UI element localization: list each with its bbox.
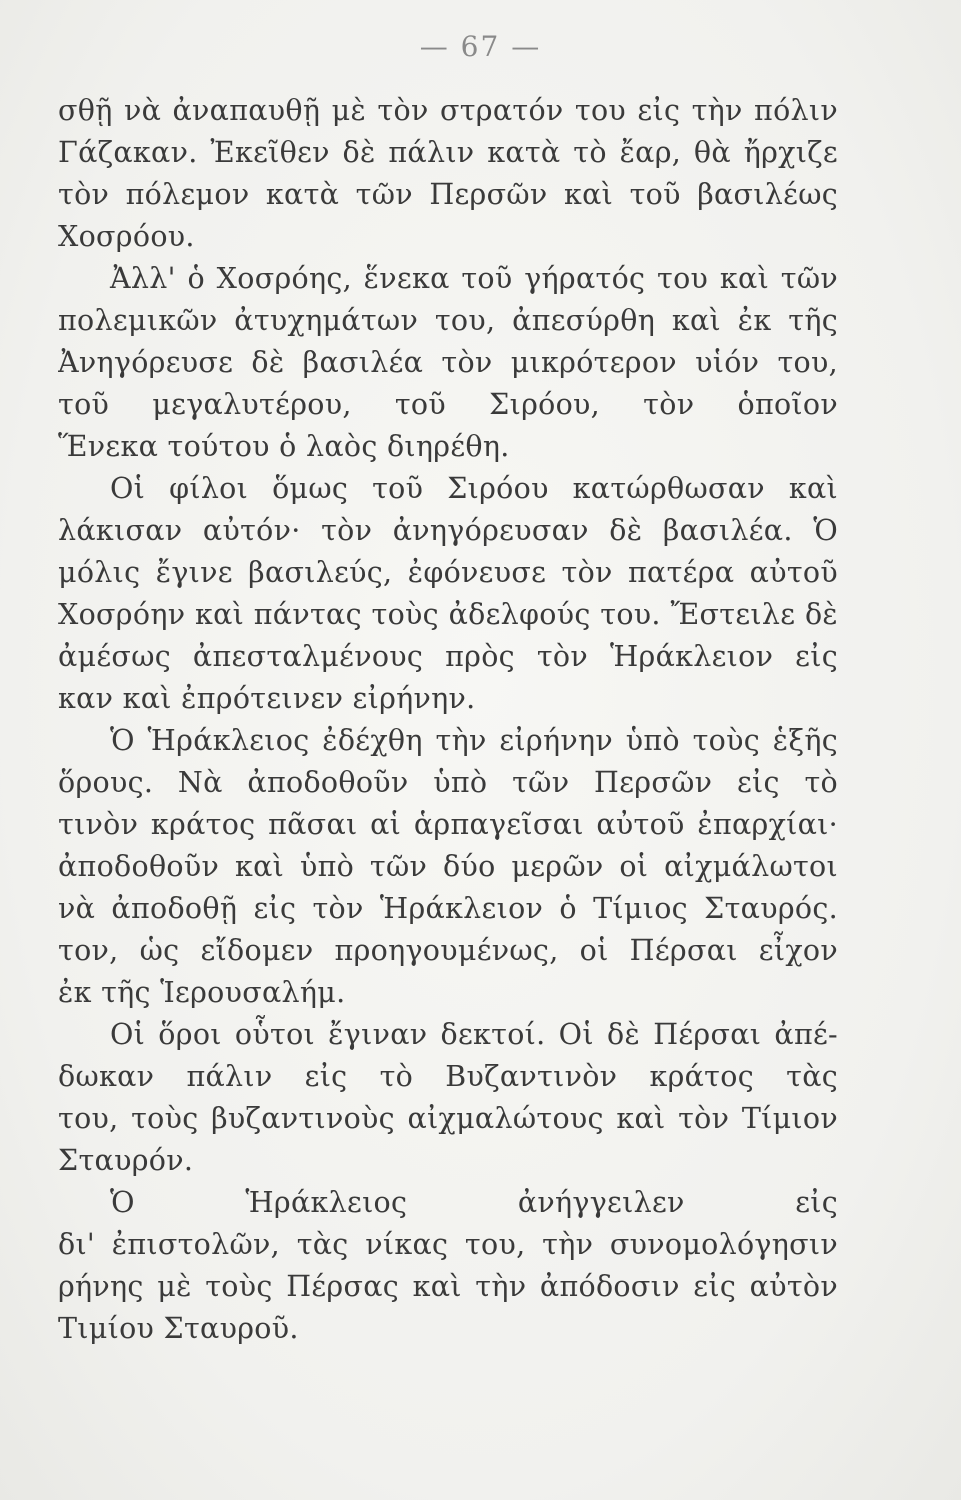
- text-line: τοῦ μεγαλυτέρου, τοῦ Σιρόου, τὸν ὁποῖον: [58, 388, 838, 421]
- text-line: Οἱ ὅροι οὗτοι ἔγιναν δεκτοί. Οἱ δὲ Πέρσαι ἀπέ-: [110, 1018, 838, 1051]
- text-line: πολεμικῶν ἀτυχημάτων του, ἀπεσύρθη καὶ ἐκ τῆς: [58, 304, 838, 337]
- text-line: καν καὶ ἐπρότεινεν εἰρήνην.: [58, 682, 476, 715]
- paragraph: [58, 1014, 838, 1182]
- text-line: Γάζακαν. Ἐκεῖθεν δὲ πάλιν κατὰ τὸ ἔαρ, θὰ ἤρχιζε: [58, 136, 838, 169]
- paragraph: [58, 90, 838, 258]
- text-line: Σταυρόν.: [58, 1144, 194, 1177]
- body-text: [58, 90, 838, 1350]
- paragraph: [58, 1182, 838, 1350]
- text-line: Τιμίου Σταυροῦ.: [58, 1312, 299, 1345]
- text-line: ἐκ τῆς Ἱερουσαλήμ.: [58, 976, 346, 1009]
- text-line: μόλις ἔγινε βασιλεύς, ἐφόνευσε τὸν πατέρα αὐτοῦ: [58, 556, 838, 589]
- text-line: Ὁ Ἡράκλειος ἐδέχθη τὴν εἰρήνην ὑπὸ τοὺς ἑξῆς: [110, 724, 838, 757]
- text-line: Ἀλλ' ὁ Χοσρόης, ἕνεκα τοῦ γήρατός του καὶ τῶν: [110, 262, 838, 295]
- text-line: δι' ἐπιστολῶν, τὰς νίκας του, τὴν συνομολόγησιν: [58, 1228, 838, 1261]
- paragraph: [58, 720, 838, 1014]
- text-line: τινὸν κράτος πᾶσαι αἱ ἁρπαγεῖσαι αὐτοῦ ἐπαρχίαι·: [58, 808, 838, 841]
- text-line: Χοσρόου.: [58, 220, 195, 253]
- text-line: ὅρους. Νὰ ἀποδοθοῦν ὑπὸ τῶν Περσῶν εἰς τὸ: [58, 766, 838, 799]
- text-line: ἀποδοθοῦν καὶ ὑπὸ τῶν δύο μερῶν οἱ αἰχμάλωτοι: [58, 850, 838, 883]
- text-line: νὰ ἀποδοθῇ εἰς τὸν Ἡράκλειον ὁ Τίμιος Σταυρός.: [58, 892, 838, 925]
- text-line: ἀμέσως ἀπεσταλμένους πρὸς τὸν Ἡράκλειον εἰς: [58, 640, 838, 673]
- text-line: τὸν πόλεμον κατὰ τῶν Περσῶν καὶ τοῦ βασιλέως: [58, 178, 838, 211]
- text-line: σθῇ νὰ ἀναπαυθῇ μὲ τὸν στρατόν του εἰς τὴν πόλιν: [58, 94, 838, 127]
- paragraph: [58, 468, 838, 720]
- text-line: Χοσρόην καὶ πάντας τοὺς ἀδελφούς του. Ἔστειλε δὲ: [58, 598, 838, 631]
- text-line: Ἕνεκα τούτου ὁ λαὸς διηρέθη.: [58, 430, 510, 463]
- text-line: Ἀνηγόρευσε δὲ βασιλέα τὸν μικρότερον υἱόν του,: [58, 346, 838, 379]
- text-line: τον, ὡς εἴδομεν προηγουμένως, οἱ Πέρσαι εἶχον: [58, 934, 838, 967]
- text-line: του, τοὺς βυζαντινοὺς αἰχμαλώτους καὶ τὸν Τίμιον: [58, 1102, 838, 1135]
- text-line: Ὁ Ἡράκλειος ἀνήγγειλεν εἰς: [110, 1186, 838, 1219]
- text-line: λάκισαν αὐτόν· τὸν ἀνηγόρευσαν δὲ βασιλέα. Ὁ: [58, 514, 838, 547]
- text-line: Οἱ φίλοι ὅμως τοῦ Σιρόου κατώρθωσαν καὶ: [110, 472, 838, 505]
- text-line: ρήνης μὲ τοὺς Πέρσας καὶ τὴν ἀπόδοσιν εἰς αὐτὸν: [58, 1270, 838, 1303]
- text-line: δωκαν πάλιν εἰς τὸ Βυζαντινὸν κράτος τὰς: [58, 1060, 838, 1093]
- paragraph: [58, 258, 838, 468]
- page-number: — 67 —: [419, 30, 542, 63]
